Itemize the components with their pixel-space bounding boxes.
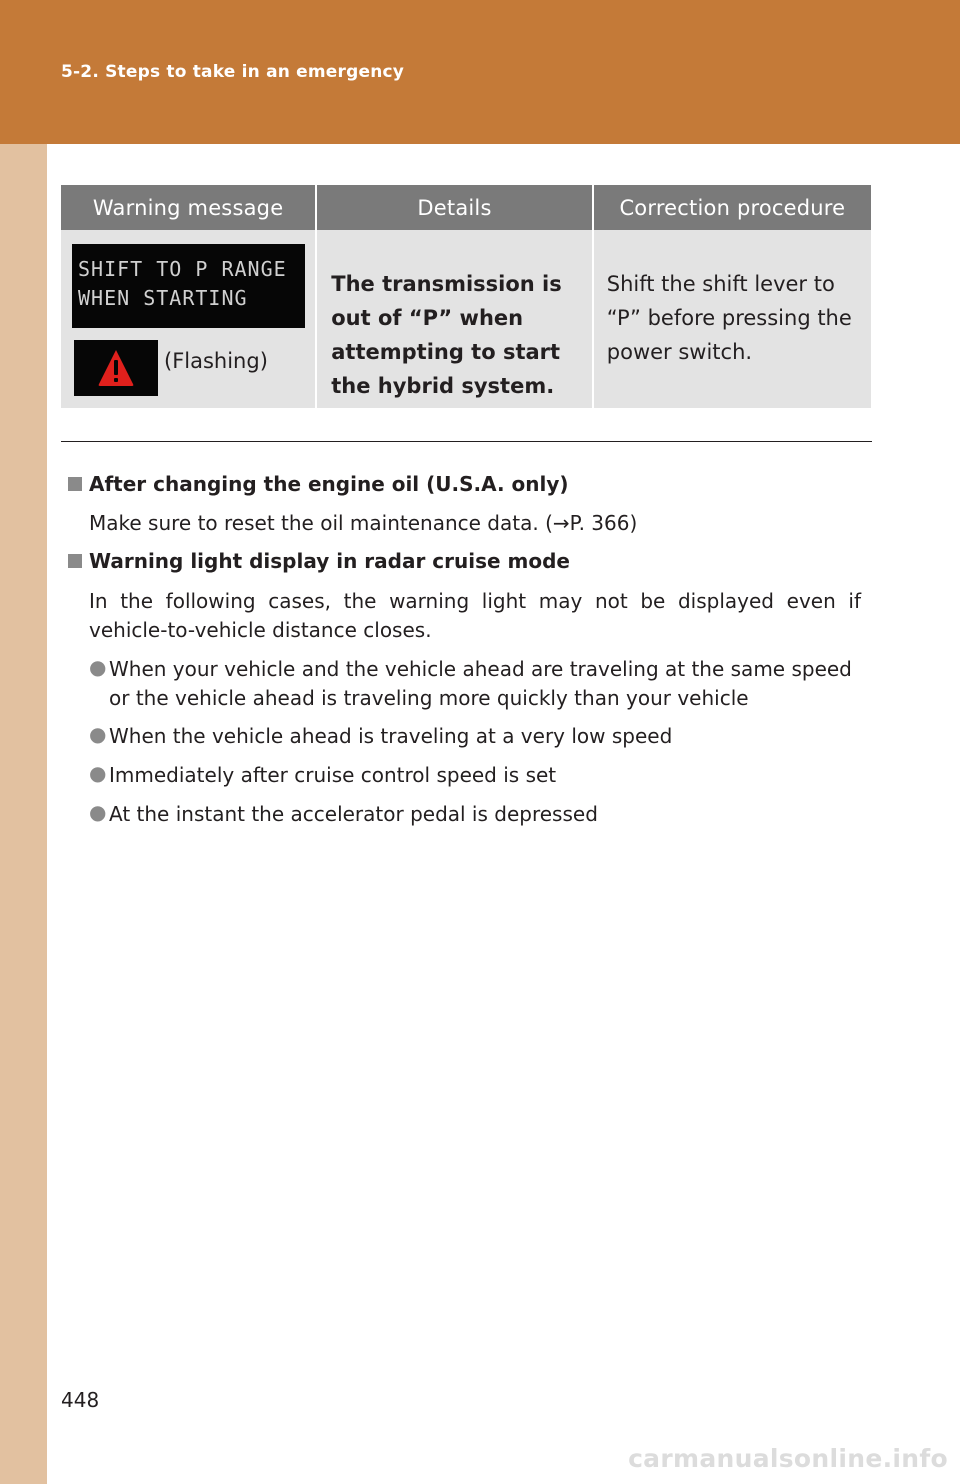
- side-strip: [0, 144, 47, 1484]
- section-title: 5-2. Steps to take in an emergency: [61, 62, 405, 82]
- section-divider: [61, 441, 872, 442]
- display-screen: [72, 244, 305, 328]
- display-line-2: WHEN STARTING: [78, 286, 248, 310]
- details-text: The transmission is out of “P” when attempting to start the hybrid system.: [331, 272, 562, 398]
- display-line-1: SHIFT TO P RANGE: [78, 257, 287, 281]
- page-number: 448: [61, 1388, 100, 1412]
- list-item: Immediately after cruise control speed is set: [109, 763, 557, 787]
- flashing-label: (Flashing): [164, 349, 268, 373]
- table-header-row: [61, 185, 871, 230]
- header-correction-procedure: Correction procedure: [594, 185, 871, 230]
- warning-light: [74, 340, 158, 396]
- warning-triangle-icon: [97, 348, 135, 388]
- details-cell: [317, 230, 594, 408]
- note-heading-oil: [68, 472, 569, 496]
- header-warning-message: Warning message: [61, 185, 317, 230]
- note-heading-radar-text: Warning light display in radar cruise mode: [89, 549, 570, 573]
- circle-bullet-icon: ●: [89, 655, 107, 679]
- list-item: When the vehicle ahead is traveling at a very low speed: [109, 724, 673, 748]
- circle-bullet-icon: ●: [89, 722, 107, 746]
- circle-bullet-icon: ●: [89, 761, 107, 785]
- watermark: carmanualsonline.info: [628, 1444, 948, 1473]
- list-item: When your vehicle and the vehicle ahead are traveling at the same speed or the vehicle ahead is traveling more quickly than your vehicle: [109, 657, 852, 710]
- square-bullet-icon: [68, 554, 82, 568]
- list-item: At the instant the accelerator pedal is depressed: [109, 802, 598, 826]
- correction-text: Shift the shift lever to “P” before pressing the power switch.: [606, 272, 852, 364]
- circle-bullet-icon: ●: [89, 800, 107, 824]
- note-heading-oil-text: After changing the engine oil (U.S.A. only): [89, 472, 569, 496]
- note-heading-radar: [68, 549, 570, 573]
- table-row: [61, 230, 871, 408]
- warning-message-cell: [61, 230, 317, 408]
- note-body-radar: In the following cases, the warning light may not be displayed even if vehicle-to-vehicle distance closes.: [89, 589, 861, 642]
- warning-table: [61, 185, 871, 408]
- correction-cell: [594, 230, 871, 408]
- note-body-oil: Make sure to reset the oil maintenance data. (→P. 366): [89, 511, 638, 535]
- square-bullet-icon: [68, 477, 82, 491]
- header-details: Details: [317, 185, 594, 230]
